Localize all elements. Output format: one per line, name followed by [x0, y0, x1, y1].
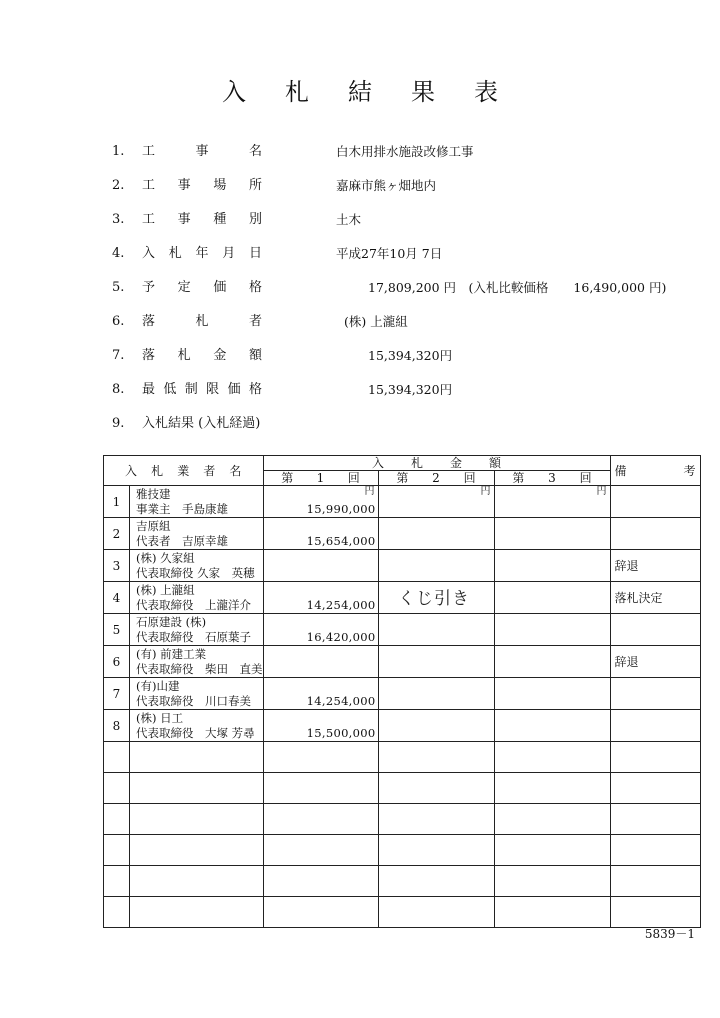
empty-cell — [263, 773, 378, 804]
row-number: 7 — [104, 678, 130, 710]
title-char: 結 — [348, 78, 372, 106]
yen-unit: 円 — [480, 486, 491, 497]
info-label-char: 落 — [142, 314, 156, 329]
row-number: 3 — [104, 550, 130, 582]
info-label-char: 低 — [163, 382, 177, 397]
empty-cell — [610, 773, 700, 804]
bid-amount-value: 15,500,000 — [306, 726, 376, 740]
remarks: 辞退 — [610, 646, 700, 678]
header-char: 1 — [316, 471, 325, 485]
header-char: 札 — [151, 464, 164, 478]
table-row — [104, 710, 701, 742]
info-value: 15,394,320円 — [368, 382, 453, 397]
empty-cell — [130, 866, 264, 897]
remarks — [610, 486, 700, 518]
bid-amount-round-1 — [263, 646, 378, 678]
header-round-3 — [494, 471, 610, 486]
result-heading-label: 入札結果 (入札経過) — [142, 416, 261, 431]
bid-amount-round-1 — [263, 614, 378, 646]
bidder-company: (有) 前建工業 — [136, 647, 207, 661]
bid-amount-round-2 — [378, 486, 494, 518]
header-char: 回 — [347, 471, 360, 485]
info-label-char: 落 — [142, 348, 156, 363]
header-char: 札 — [410, 456, 423, 470]
info-label-char: 月 — [222, 246, 236, 261]
empty-cell — [130, 742, 264, 773]
header-char: 3 — [548, 471, 556, 485]
empty-row — [104, 773, 701, 804]
bid-amount-round-3 — [494, 678, 610, 710]
table-row — [104, 678, 701, 710]
info-label-char: 価 — [213, 280, 227, 295]
info-label — [142, 210, 262, 230]
bid-amount-value: 16,420,000 — [306, 630, 376, 644]
remarks: 辞退 — [610, 550, 700, 582]
bid-amount-round-1 — [263, 710, 378, 742]
empty-cell — [378, 804, 494, 835]
remarks — [610, 614, 700, 646]
bidder-name — [130, 614, 264, 646]
info-value: 15,394,320円 — [368, 348, 453, 363]
empty-cell — [104, 773, 130, 804]
bid-amount-value: 15,990,000 — [306, 502, 376, 516]
info-value: 土木 — [336, 212, 362, 227]
header-char: 2 — [432, 471, 440, 485]
empty-cell — [378, 773, 494, 804]
table-row — [104, 614, 701, 646]
bidder-representative: 代表者 吉原幸雄 — [136, 534, 228, 548]
bidder-company: 雅技建 — [136, 487, 171, 501]
empty-cell — [378, 897, 494, 928]
bid-amount-round-3 — [494, 550, 610, 582]
info-label — [142, 380, 262, 400]
remarks — [610, 710, 700, 742]
bid-amount-round-3 — [494, 582, 610, 614]
empty-cell — [104, 742, 130, 773]
header-char: 入 — [371, 456, 384, 470]
info-label-char: 入 — [142, 246, 156, 261]
bidder-company: (株) 久家組 — [136, 551, 195, 565]
header-bidder — [104, 456, 264, 486]
info-label-char: 別 — [248, 212, 262, 227]
bidder-name — [130, 582, 264, 614]
bid-amount-round-2 — [378, 550, 494, 582]
header-char: 第 — [281, 471, 294, 485]
bid-amount-round-1 — [263, 678, 378, 710]
header-round-2 — [378, 471, 494, 486]
bidder-company: (有)山建 — [136, 679, 180, 693]
empty-row — [104, 897, 701, 928]
empty-cell — [494, 804, 610, 835]
remarks: 落札決定 — [610, 582, 700, 614]
bid-amount-value: 15,654,000 — [306, 534, 376, 548]
bidder-company: 吉原組 — [136, 519, 171, 533]
info-label-char: 金 — [213, 348, 227, 363]
bid-amount-round-3 — [494, 486, 610, 518]
header-char: 額 — [488, 456, 501, 470]
info-value: 嘉麻市熊ヶ畑地内 — [336, 178, 437, 193]
empty-cell — [378, 835, 494, 866]
info-number: 6. — [112, 314, 125, 329]
empty-row — [104, 866, 701, 897]
row-number: 8 — [104, 710, 130, 742]
info-label-char: 名 — [248, 144, 262, 159]
info-label-char: 年 — [195, 246, 209, 261]
info-label-char: 額 — [248, 348, 262, 363]
empty-cell — [104, 866, 130, 897]
empty-cell — [610, 742, 700, 773]
info-label-char: 定 — [177, 280, 191, 295]
title-char: 入 — [222, 78, 246, 106]
info-label-char: 最 — [142, 382, 156, 397]
header-char: 回 — [463, 471, 476, 485]
bidder-name — [130, 518, 264, 550]
info-label-char: 工 — [142, 144, 156, 159]
bid-amount-round-3 — [494, 646, 610, 678]
empty-cell — [610, 897, 700, 928]
bidder-representative: 代表取締役 久家 英穂 — [136, 566, 255, 580]
bid-amount-round-1 — [263, 518, 378, 550]
info-value: (株) 上瀧組 — [344, 314, 408, 329]
empty-cell — [130, 773, 264, 804]
title-char: 果 — [411, 78, 435, 106]
header-round-1 — [263, 471, 378, 486]
bidder-name — [130, 550, 264, 582]
header-char: 第 — [396, 471, 409, 485]
info-label-char: 事 — [195, 144, 209, 159]
empty-cell — [610, 866, 700, 897]
bidder-name — [130, 678, 264, 710]
bidder-company: (株) 日工 — [136, 711, 184, 725]
bidder-representative: 代表取締役 大塚 芳尋 — [136, 726, 255, 740]
bidder-representative: 代表取締役 上瀧洋介 — [136, 598, 251, 612]
header-char: 業 — [177, 464, 190, 478]
empty-cell — [494, 835, 610, 866]
empty-row — [104, 835, 701, 866]
header-char: 考 — [683, 464, 696, 478]
title-char: 札 — [285, 78, 309, 106]
bidder-name — [130, 710, 264, 742]
empty-cell — [263, 866, 378, 897]
info-label — [142, 142, 262, 162]
row-number: 1 — [104, 486, 130, 518]
info-label-char: 限 — [206, 382, 220, 397]
empty-cell — [610, 835, 700, 866]
info-label-char: 事 — [177, 212, 191, 227]
info-label-char: 事 — [177, 178, 191, 193]
empty-cell — [378, 742, 494, 773]
empty-cell — [130, 835, 264, 866]
empty-cell — [104, 897, 130, 928]
info-value: 平成27年10月 7日 — [336, 246, 443, 261]
bid-amount-round-2 — [378, 646, 494, 678]
header-char: 名 — [229, 464, 242, 478]
bidder-representative: 代表取締役 石原葉子 — [136, 630, 251, 644]
empty-row — [104, 742, 701, 773]
bidder-name — [130, 646, 264, 678]
header-char: 者 — [203, 464, 216, 478]
bid-amount-round-2 — [378, 678, 494, 710]
empty-cell — [263, 835, 378, 866]
remarks — [610, 518, 700, 550]
info-number: 2. — [112, 178, 125, 193]
empty-cell — [104, 804, 130, 835]
empty-cell — [263, 742, 378, 773]
bid-amount-round-3 — [494, 614, 610, 646]
header-char: 金 — [449, 456, 462, 470]
info-number: 7. — [112, 348, 125, 363]
empty-cell — [263, 897, 378, 928]
bidder-representative: 代表取締役 川口春美 — [136, 694, 251, 708]
bid-amount-round-1 — [263, 550, 378, 582]
empty-cell — [494, 742, 610, 773]
result-heading-number: 9. — [112, 416, 125, 431]
header-char: 入 — [125, 464, 138, 478]
yen-unit: 円 — [596, 486, 607, 497]
yen-unit: 円 — [364, 486, 375, 497]
info-label — [142, 346, 262, 366]
info-label — [142, 176, 262, 196]
empty-cell — [494, 866, 610, 897]
remarks — [610, 678, 700, 710]
info-label-char: 所 — [248, 178, 262, 193]
bid-amount-round-3 — [494, 710, 610, 742]
row-number: 5 — [104, 614, 130, 646]
bid-amount-round-1 — [263, 582, 378, 614]
bidder-representative: 代表取締役 柴田 直美 — [136, 662, 263, 676]
info-label-char: 格 — [248, 382, 262, 397]
row-number: 4 — [104, 582, 130, 614]
info-label-char: 予 — [142, 280, 156, 295]
result-heading — [112, 414, 260, 434]
info-label-char: 工 — [142, 178, 156, 193]
bid-amount-round-2 — [378, 518, 494, 550]
info-label-char: 日 — [248, 246, 262, 261]
header-char: 第 — [512, 471, 525, 485]
lottery-note: くじ引き — [398, 589, 470, 609]
info-number: 3. — [112, 212, 125, 227]
empty-cell — [494, 773, 610, 804]
header-char: 備 — [614, 464, 627, 478]
document-title — [0, 72, 720, 107]
bidder-representative: 事業主 手島康雄 — [136, 502, 228, 516]
info-label-char: 札 — [195, 314, 209, 329]
title-char: 表 — [474, 78, 498, 106]
bid-results-table — [103, 455, 701, 928]
bid-amount-value: 14,254,000 — [306, 598, 376, 612]
bidder-name — [130, 486, 264, 518]
empty-cell — [494, 897, 610, 928]
info-number: 1. — [112, 144, 125, 159]
header-amount — [263, 456, 610, 471]
empty-row — [104, 804, 701, 835]
empty-cell — [104, 835, 130, 866]
info-label-char: 札 — [168, 246, 182, 261]
info-label-char: 工 — [142, 212, 156, 227]
info-number: 8. — [112, 382, 125, 397]
table-row — [104, 518, 701, 550]
row-number: 6 — [104, 646, 130, 678]
info-number: 5. — [112, 280, 125, 295]
info-value: 17,809,200 円 (入札比較価格 16,490,000 円) — [368, 280, 667, 295]
bid-amount-value: 14,254,000 — [306, 694, 376, 708]
row-number: 2 — [104, 518, 130, 550]
bidder-company: 石原建設 (株) — [136, 615, 207, 629]
table-row — [104, 646, 701, 678]
header-note — [610, 456, 700, 486]
empty-cell — [378, 866, 494, 897]
bidder-company: (株) 上瀧組 — [136, 583, 195, 597]
info-label-char: 制 — [184, 382, 198, 397]
table-row — [104, 550, 701, 582]
info-label-char: 価 — [227, 382, 241, 397]
info-label-char: 場 — [213, 178, 227, 193]
info-label — [142, 312, 262, 332]
bid-amount-round-2 — [378, 710, 494, 742]
info-label-char: 格 — [248, 280, 262, 295]
table-row — [104, 486, 701, 518]
info-label-char: 種 — [213, 212, 227, 227]
info-number: 4. — [112, 246, 125, 261]
info-label — [142, 244, 262, 264]
info-value: 白木用排水施設改修工事 — [336, 144, 474, 159]
info-label-char: 札 — [177, 348, 191, 363]
page-number: 5839－1 — [644, 927, 695, 941]
info-label-char: 者 — [248, 314, 262, 329]
bid-amount-round-3 — [494, 518, 610, 550]
empty-cell — [263, 804, 378, 835]
bid-amount-round-1 — [263, 486, 378, 518]
info-label — [142, 278, 262, 298]
empty-cell — [610, 804, 700, 835]
empty-cell — [130, 897, 264, 928]
empty-cell — [130, 804, 264, 835]
header-char: 回 — [579, 471, 592, 485]
bid-amount-round-2 — [378, 614, 494, 646]
